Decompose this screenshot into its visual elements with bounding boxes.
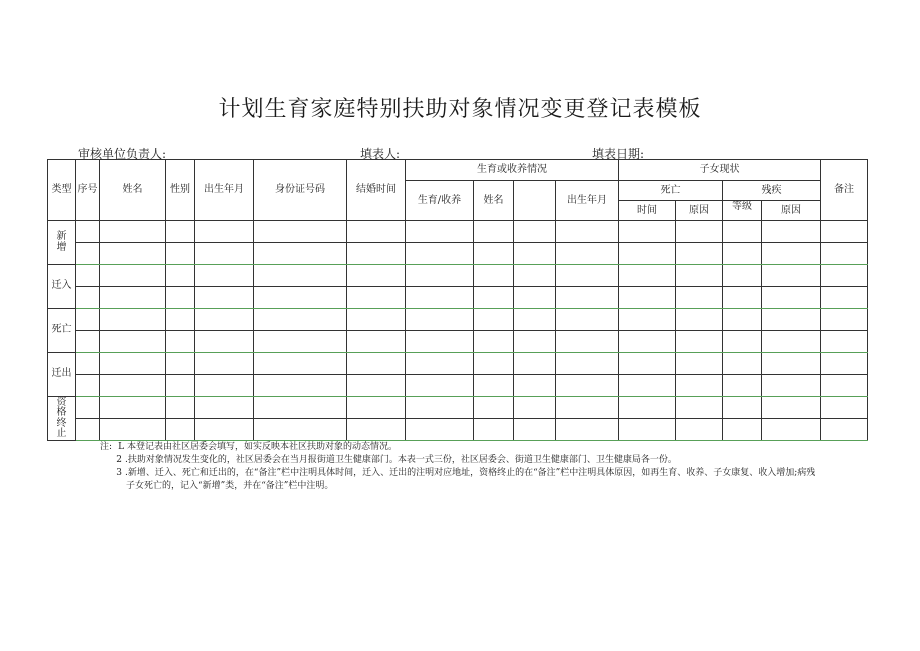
table-cell[interactable]: [195, 265, 254, 287]
header-death-time: 时间: [619, 201, 676, 221]
table-cell[interactable]: [406, 397, 474, 419]
table-row: [48, 397, 868, 419]
table-cell[interactable]: [474, 221, 514, 243]
table-cell[interactable]: [254, 309, 347, 331]
table-cell[interactable]: [195, 221, 254, 243]
table-cell[interactable]: [195, 331, 254, 353]
table-cell[interactable]: [254, 331, 347, 353]
table-cell[interactable]: [347, 397, 406, 419]
table-cell[interactable]: [195, 309, 254, 331]
table-cell[interactable]: [474, 331, 514, 353]
table-cell[interactable]: [76, 375, 100, 397]
fill-date-label: 填表日期:: [592, 147, 645, 161]
table-cell[interactable]: [474, 419, 514, 441]
table-cell[interactable]: [254, 265, 347, 287]
table-cell[interactable]: [762, 309, 821, 331]
table-cell[interactable]: [676, 309, 723, 331]
header-death-reason: 原因: [676, 201, 723, 221]
table-cell[interactable]: [619, 309, 676, 331]
table-cell[interactable]: [676, 287, 723, 309]
table-cell[interactable]: [474, 309, 514, 331]
table-cell[interactable]: [347, 375, 406, 397]
note-line: [100, 454, 870, 467]
table-cell[interactable]: [762, 375, 821, 397]
table-cell[interactable]: [76, 353, 100, 375]
table-cell[interactable]: [676, 331, 723, 353]
table-cell[interactable]: [723, 287, 762, 309]
header-birth-adopt: 生育/收养: [406, 181, 474, 221]
table-cell[interactable]: [195, 243, 254, 265]
table-cell[interactable]: [254, 419, 347, 441]
table-cell[interactable]: [166, 331, 195, 353]
table-cell[interactable]: [254, 221, 347, 243]
table-cell[interactable]: [619, 221, 676, 243]
header-marriage-time: 结婚时间: [347, 160, 406, 221]
table-cell[interactable]: [821, 375, 868, 397]
table-cell[interactable]: [166, 309, 195, 331]
table-cell[interactable]: [100, 353, 166, 375]
note-line: [100, 441, 870, 454]
table-cell[interactable]: [619, 397, 676, 419]
table-cell[interactable]: [556, 375, 619, 397]
table-cell[interactable]: [762, 397, 821, 419]
table-cell[interactable]: [76, 243, 100, 265]
table-cell[interactable]: [514, 265, 556, 287]
table-cell[interactable]: [619, 287, 676, 309]
group-label: 迁入: [48, 265, 76, 309]
note-prefix: 注:: [100, 442, 113, 452]
table-cell[interactable]: [474, 265, 514, 287]
table-cell[interactable]: [514, 397, 556, 419]
table-cell[interactable]: [821, 353, 868, 375]
header-name: 姓名: [100, 160, 166, 221]
table-cell[interactable]: [676, 397, 723, 419]
table-cell[interactable]: [821, 397, 868, 419]
table-cell[interactable]: [676, 221, 723, 243]
table-cell[interactable]: [514, 221, 556, 243]
table-cell[interactable]: [474, 375, 514, 397]
table-cell[interactable]: [166, 419, 195, 441]
table-cell[interactable]: [195, 353, 254, 375]
table-cell[interactable]: [406, 375, 474, 397]
table-cell[interactable]: [406, 353, 474, 375]
note-line: [100, 467, 870, 480]
table-cell[interactable]: [762, 221, 821, 243]
table-cell[interactable]: [76, 265, 100, 287]
note-number: L: [118, 442, 125, 452]
table-cell[interactable]: [76, 397, 100, 419]
change-register-table: [47, 159, 868, 441]
table-cell[interactable]: [762, 331, 821, 353]
table-cell[interactable]: [556, 397, 619, 419]
table-cell[interactable]: [723, 265, 762, 287]
table-cell[interactable]: [100, 309, 166, 331]
table-cell[interactable]: [100, 397, 166, 419]
header-remark: 备注: [821, 160, 868, 221]
table-cell[interactable]: [166, 397, 195, 419]
note-line: [100, 480, 870, 493]
table-cell[interactable]: [474, 243, 514, 265]
table-cell[interactable]: [195, 397, 254, 419]
group-label: 资 格 终 止: [48, 397, 76, 441]
note-number: 3: [116, 468, 122, 478]
table-cell[interactable]: [619, 265, 676, 287]
table-cell[interactable]: [514, 375, 556, 397]
table-cell[interactable]: [406, 287, 474, 309]
table-cell[interactable]: [406, 419, 474, 441]
table-cell[interactable]: [762, 287, 821, 309]
table-cell[interactable]: [347, 309, 406, 331]
table-cell[interactable]: [76, 309, 100, 331]
page-title: 计划生育家庭特别扶助对象情况变更登记表模板: [218, 97, 702, 122]
table-cell[interactable]: [474, 287, 514, 309]
notes-section: [100, 441, 870, 493]
header-child-birth: 出生年月: [556, 181, 619, 221]
table-cell[interactable]: [254, 397, 347, 419]
table-cell[interactable]: [347, 265, 406, 287]
table-cell[interactable]: [100, 375, 166, 397]
table-cell[interactable]: [556, 309, 619, 331]
table-cell[interactable]: [76, 221, 100, 243]
table-cell[interactable]: [406, 243, 474, 265]
header-id-number: 身份证号码: [254, 160, 347, 221]
header-disabled-reason: 原因: [762, 201, 821, 221]
header-children-group: 子女现状: [619, 160, 821, 181]
table-row: [48, 309, 868, 331]
group-label: 新 增: [48, 221, 76, 265]
table-cell[interactable]: [254, 353, 347, 375]
table-cell[interactable]: [762, 243, 821, 265]
table-cell[interactable]: [514, 309, 556, 331]
table-cell[interactable]: [762, 353, 821, 375]
table-cell[interactable]: [723, 375, 762, 397]
table-cell[interactable]: [254, 287, 347, 309]
table-cell[interactable]: [723, 353, 762, 375]
table-cell[interactable]: [474, 353, 514, 375]
note-text: .新增、迁入、死亡和迁出的，在“备注”栏中注明具体时间，迁入、迁出的注明对应地址，资格终止的在“备注”栏中注明具体原因，如再生育、收养、子女康复、收入增加;病残: [125, 468, 816, 478]
table-cell[interactable]: [406, 265, 474, 287]
table-cell[interactable]: [100, 287, 166, 309]
table-cell[interactable]: [762, 265, 821, 287]
table-cell[interactable]: [619, 375, 676, 397]
table-cell[interactable]: [166, 353, 195, 375]
table-cell[interactable]: [619, 353, 676, 375]
table-cell[interactable]: [100, 243, 166, 265]
table-cell[interactable]: [556, 221, 619, 243]
table-cell[interactable]: [556, 353, 619, 375]
table-cell[interactable]: [676, 243, 723, 265]
table-cell[interactable]: [474, 397, 514, 419]
unit-head-label: 审核单位负责人:: [78, 147, 167, 161]
note-text: .扶助对象情况发生变化的，社区居委会在当月报街道卫生健康部门。本表一式三份，社区居委会、街道卫生健康部门、卫生健康局各一份。: [125, 455, 677, 465]
table-cell[interactable]: [556, 243, 619, 265]
header-disabled-grade: 等级: [723, 201, 762, 221]
table-row: [48, 353, 868, 375]
table-cell[interactable]: [195, 419, 254, 441]
table-cell[interactable]: [514, 331, 556, 353]
table-cell[interactable]: [100, 419, 166, 441]
note-text: 子女死亡的，记入“新增”类，并在“备注”栏中注明。: [126, 481, 334, 491]
table-cell[interactable]: [821, 265, 868, 287]
table-cell[interactable]: [676, 375, 723, 397]
table-cell[interactable]: [166, 287, 195, 309]
table-cell[interactable]: [821, 309, 868, 331]
header-disabled: 残疾: [723, 181, 821, 201]
table-cell[interactable]: [195, 287, 254, 309]
header-blank: [514, 181, 556, 221]
table-row: [48, 331, 868, 353]
table-cell[interactable]: [406, 221, 474, 243]
header-birth: 出生年月: [195, 160, 254, 221]
table-cell[interactable]: [347, 419, 406, 441]
header-death: 死亡: [619, 181, 723, 201]
table-cell[interactable]: [723, 419, 762, 441]
note-number: 2: [116, 455, 122, 465]
table-cell[interactable]: [821, 331, 868, 353]
table-cell[interactable]: [676, 353, 723, 375]
table-cell[interactable]: [762, 419, 821, 441]
table-cell[interactable]: [195, 375, 254, 397]
table-cell[interactable]: [166, 221, 195, 243]
note-text: 本登记表由社区居委会填写，如实反映本社区扶助对象的动态情况。: [127, 442, 398, 452]
table-cell[interactable]: [100, 265, 166, 287]
table-cell[interactable]: [254, 243, 347, 265]
table-cell[interactable]: [723, 309, 762, 331]
table-cell[interactable]: [166, 243, 195, 265]
group-label: 死亡: [48, 309, 76, 353]
table-row: [48, 265, 868, 287]
table-cell[interactable]: [76, 331, 100, 353]
table-cell[interactable]: [556, 419, 619, 441]
table-row: [48, 287, 868, 309]
table-cell[interactable]: [723, 331, 762, 353]
table-cell[interactable]: [723, 243, 762, 265]
table-row: [48, 375, 868, 397]
table-cell[interactable]: [821, 221, 868, 243]
table-cell[interactable]: [347, 221, 406, 243]
table-cell[interactable]: [619, 331, 676, 353]
table-cell[interactable]: [347, 353, 406, 375]
table-cell[interactable]: [676, 419, 723, 441]
table-cell[interactable]: [100, 331, 166, 353]
table-row: [48, 243, 868, 265]
header-child-name: 姓名: [474, 181, 514, 221]
table-cell[interactable]: [347, 287, 406, 309]
table-cell[interactable]: [100, 221, 166, 243]
table-cell[interactable]: [556, 265, 619, 287]
table-cell[interactable]: [254, 375, 347, 397]
header-type: 类型: [48, 160, 76, 221]
header-birth-adopt-group: 生育或收养情况: [406, 160, 619, 181]
table-cell[interactable]: [166, 375, 195, 397]
table-cell[interactable]: [821, 287, 868, 309]
table-cell[interactable]: [406, 309, 474, 331]
table-cell[interactable]: [166, 265, 195, 287]
table-cell[interactable]: [347, 243, 406, 265]
table-row: [48, 221, 868, 243]
group-label: 迁出: [48, 353, 76, 397]
table-cell[interactable]: [514, 243, 556, 265]
table-cell[interactable]: [514, 419, 556, 441]
table-cell[interactable]: [676, 265, 723, 287]
table-cell[interactable]: [619, 419, 676, 441]
filler-label: 填表人:: [360, 147, 401, 161]
table-cell[interactable]: [723, 397, 762, 419]
table-cell[interactable]: [514, 353, 556, 375]
table-row: [48, 419, 868, 441]
table-cell[interactable]: [821, 419, 868, 441]
table-cell[interactable]: [556, 331, 619, 353]
table-cell[interactable]: [347, 331, 406, 353]
table-cell[interactable]: [723, 221, 762, 243]
header-seq: 序号: [76, 160, 100, 221]
table-cell[interactable]: [76, 419, 100, 441]
table-cell[interactable]: [406, 331, 474, 353]
table-cell[interactable]: [514, 287, 556, 309]
header-gender: 性别: [166, 160, 195, 221]
table-cell[interactable]: [76, 287, 100, 309]
table-cell[interactable]: [556, 287, 619, 309]
table-cell[interactable]: [619, 243, 676, 265]
table-cell[interactable]: [821, 243, 868, 265]
